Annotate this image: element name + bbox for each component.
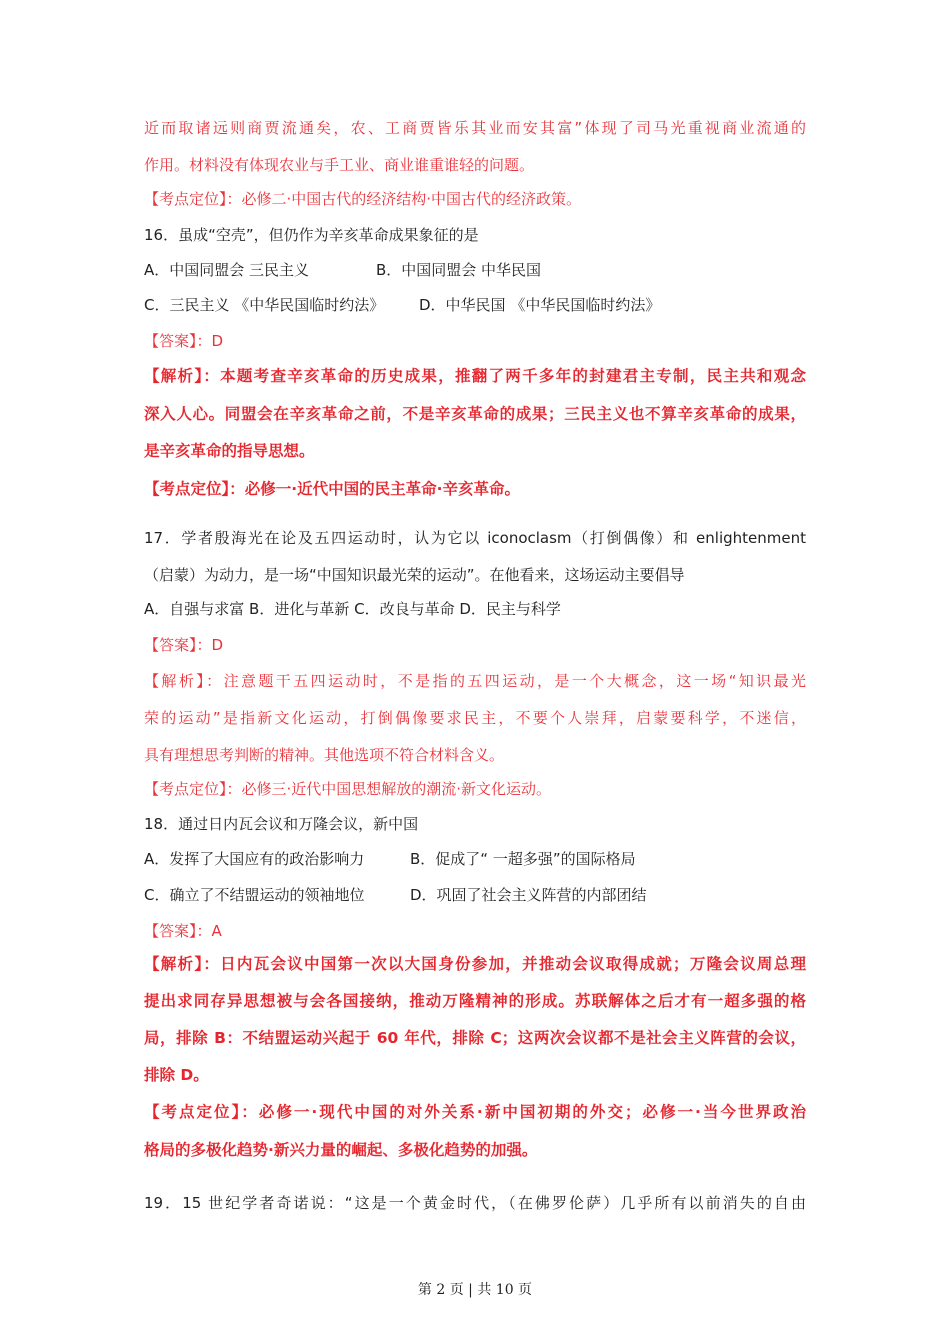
q18-option-c: C．确立了不结盟运动的领袖地位: [144, 886, 365, 904]
q18-topic-location: 【考点定位】：必修一·现代中国的对外关系·新中国初期的外交；必修一·当今世界政治: [144, 1103, 806, 1121]
question-19: 19．15 世纪学者奇诺说：“这是一个黄金时代，（在佛罗伦萨）几乎所有以前消失的自由: [144, 1194, 806, 1212]
q18-explanation: 【解析】：日内瓦会议中国第一次以大国身份参加，并推动会议取得成就；万隆会议周总理: [144, 955, 806, 973]
q16-explanation: 深入人心。同盟会在辛亥革命之前，不是辛亥革命的成果；三民主义也不算辛亥革命的成果，: [144, 405, 806, 423]
q16-option-b: B．中国同盟会 中华民国: [376, 261, 542, 279]
q16-option-c: C．三民主义 《中华民国临时约法》: [144, 296, 385, 314]
q18-explanation: 局，排除 B：不结盟运动兴起于 60 年代，排除 C；这两次会议都不是社会主义阵营的会议，: [144, 1029, 806, 1047]
q18-option-a: A．发挥了大国应有的政治影响力: [144, 850, 365, 868]
question-17: 17．学者殷海光在论及五四运动时，认为它以 iconoclasm（打倒偶像）和 enlightenment: [144, 529, 806, 547]
q18-option-d: D．巩固了社会主义阵营的内部团结: [410, 886, 647, 904]
question-18: 18．通过日内瓦会议和万隆会议，新中国: [144, 815, 419, 833]
q16-topic-location: 【考点定位】：必修一·近代中国的民主革命·辛亥革命。: [144, 480, 521, 498]
q18-options-ab: [144, 849, 806, 869]
question-17: （启蒙）为动力，是一场“中国知识最光荣的运动”。在他看来，这场运动主要倡导: [144, 566, 685, 584]
q18-option-b: B．促成了“ 一超多强”的国际格局: [410, 850, 636, 868]
q16-answer: 【答案】：D: [144, 332, 224, 350]
q18-options-cd: [144, 885, 806, 905]
q17-explanation: 具有理想思考判断的精神。其他选项不符合材料含义。: [144, 746, 505, 764]
topic-location: 【考点定位】：必修二·中国古代的经济结构·中国古代的经济政策。: [144, 190, 582, 208]
q17-answer: 【答案】：D: [144, 636, 224, 654]
q17-options: A．自强与求富 B．进化与革新 C．改良与革命 D．民主与科学: [144, 600, 561, 618]
q17-explanation: 【解析】：注意题干五四运动时，不是指的五四运动，是一个大概念，这一场“知识最光: [144, 672, 806, 690]
q18-answer: 【答案】：A: [144, 922, 222, 940]
q16-options-cd: [144, 295, 806, 315]
explanation-line: 近而取诸远则商贾流通矣，农、工商贾皆乐其业而安其富”体现了司马光重视商业流通的: [144, 119, 806, 137]
q16-option-d: D．中华民国 《中华民国临时约法》: [419, 296, 661, 314]
q18-explanation: 提出求同存异思想被与会各国接纳，推动万隆精神的形成。苏联解体之后才有一超多强的格: [144, 992, 806, 1010]
q16-option-a: A．中国同盟会 三民主义: [144, 261, 310, 279]
q18-topic-location: 格局的多极化趋势·新兴力量的崛起、多极化趋势的加强。: [144, 1141, 538, 1159]
question-16: 16．虽成“空壳”，但仍作为辛亥革命成果象征的是: [144, 226, 479, 244]
page-footer: 第 2 页 | 共 10 页: [417, 1282, 533, 1298]
q18-explanation: 排除 D。: [144, 1066, 209, 1084]
q16-explanation: 是辛亥革命的指导思想。: [144, 442, 315, 460]
q16-options-ab: [144, 260, 806, 280]
q17-topic-location: 【考点定位】：必修三·近代中国思想解放的潮流·新文化运动。: [144, 780, 552, 798]
q17-explanation: 荣的运动”是指新文化运动，打倒偶像要求民主，不要个人崇拜，启蒙要科学，不迷信，: [144, 709, 806, 727]
explanation-line: 作用。材料没有体现农业与手工业、商业谁重谁轻的问题。: [144, 156, 535, 174]
q16-explanation: 【解析】：本题考查辛亥革命的历史成果，推翻了两千多年的封建君主专制，民主共和观念: [144, 367, 806, 385]
